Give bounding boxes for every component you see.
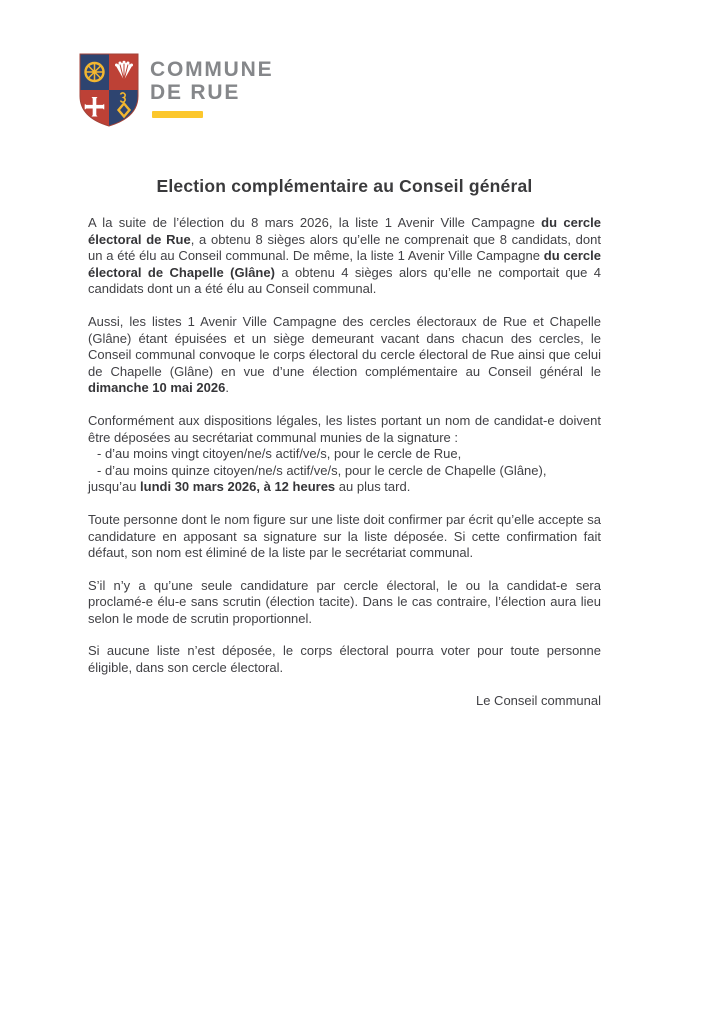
signature: Le Conseil communal	[475, 692, 601, 708]
paragraph: Toute personne dont le nom figure sur une liste doit confirmer par écrit qu’elle accepte sa candidature en apposant sa signature sur la liste déposée. Si cette confirmation fait défaut, son nom est éliminé de la liste par le secrétariat communal.	[88, 511, 601, 561]
org-name-line2: DE RUE	[150, 81, 241, 104]
paragraph: Aussi, les listes 1 Avenir Ville Campagne des cercles électoraux de Rue et Chapelle (Glâne) étant épuisées et un siège demeurant vacant dans chacun des cercles, le Conseil communal convoque le corps électoral du cercle électoral de Rue ainsi que celui de Chapelle (Glâne) en vue d’une élection complémentaire au Conseil général le dimanche 10 mai 2026.	[88, 313, 601, 396]
org-name-line1: COMMUNE	[150, 58, 274, 81]
accent-bar	[152, 111, 203, 118]
letter-content	[88, 176, 601, 709]
paragraph: Conformément aux dispositions légales, les listes portant un nom de candidat-e doivent être déposées au secrétariat communal munies de la signature : - d’au moins vingt citoyen/ne/s actif/ve/s, pour le cercle de Rue, - d’au moins quinze citoyen/ne/s actif/ve/s, pour le cercle de Chapelle (Glâne), jusqu’au lundi 30 mars 2026, à 12 heures au plus tard.	[88, 412, 601, 495]
paragraph: S’il n’y a qu’une seule candidature par cercle électoral, le ou la candidat-e sera proclamé-e élu-e sans scrutin (élection tacite). Dans le cas contraire, l’élection aura lieu selon le mode de scrutin proportionnel.	[88, 577, 601, 626]
document-title: Election complémentaire au Conseil général	[156, 176, 533, 196]
commune-coat-of-arms-icon	[78, 52, 140, 128]
paragraph: Si aucune liste n’est déposée, le corps électoral pourra voter pour toute personne éligible, dans son cercle électoral.	[88, 643, 601, 676]
document-body	[88, 215, 601, 677]
org-wordmark	[150, 58, 273, 104]
paragraph: A la suite de l’élection du 8 mars 2026, la liste 1 Avenir Ville Campagne du cercle électoral de Rue, a obtenu 8 sièges alors qu’elle ne comprenait que 8 candidats, dont un a été élu au Conseil communal. De même, la liste 1 Avenir Ville Campagne du cercle électoral de Chapelle (Glâne) a obtenu 4 sièges alors qu’elle ne comportait que 4 candidats dont un a été élu au Conseil communal.	[88, 215, 601, 297]
